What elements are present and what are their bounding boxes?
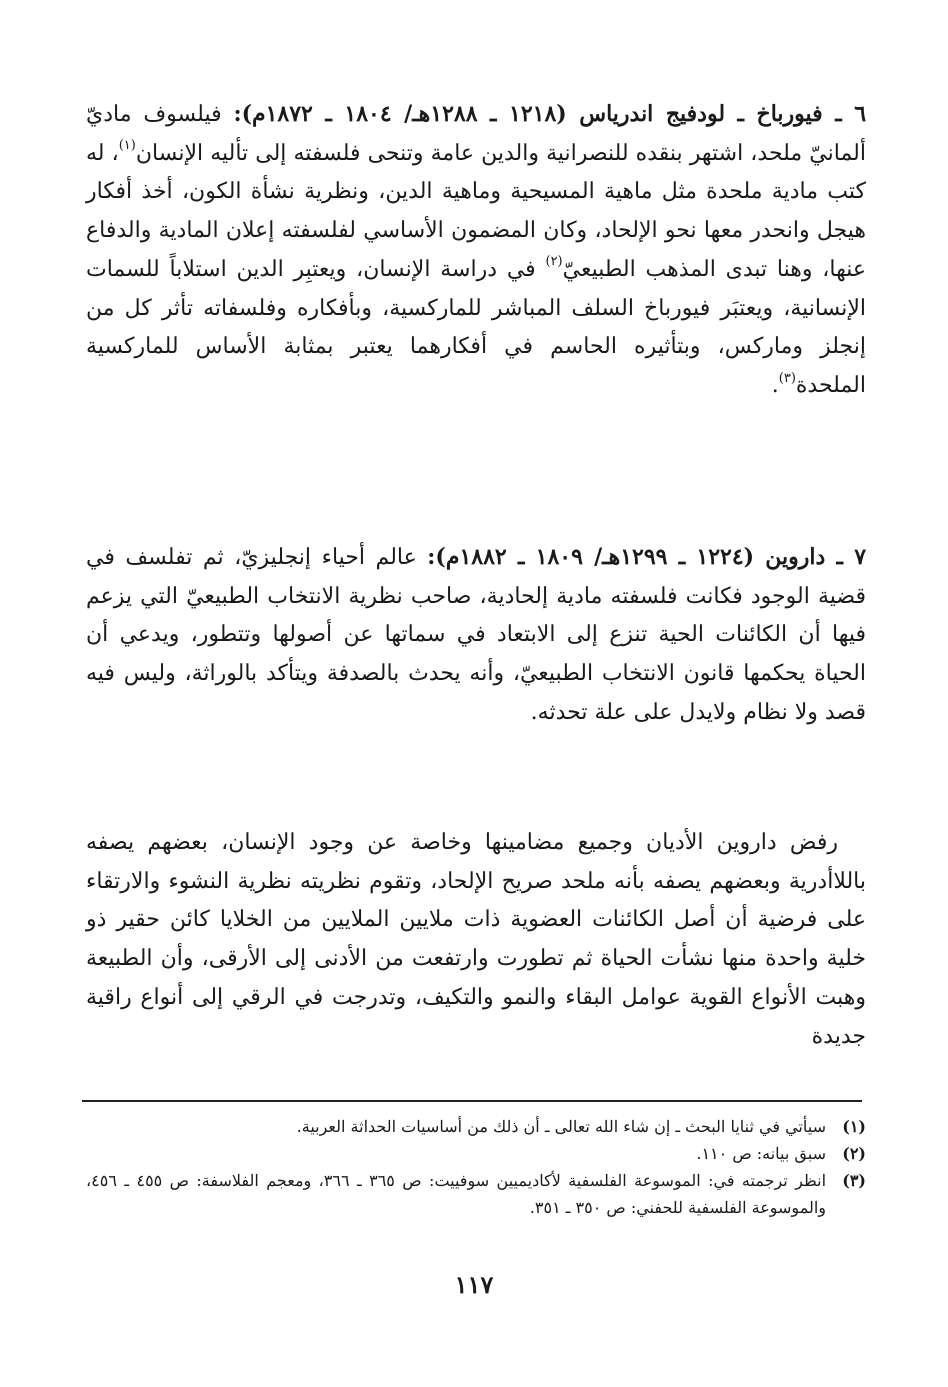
footnote-text: انظر ترجمته في: الموسوعة الفلسفية لأكاديميين سوفييت: ص ٣٦٥ ـ ٣٦٦، ومعجم الفلاسفة: ص ٤٥٥ ـ ٤٥٦، والموسوعة الفلسفية للحفني: ص ٣٥٠ ـ ٣٥١. xyxy=(86,1171,827,1217)
footnote-number: (٣) xyxy=(842,1171,866,1190)
footnote-text: سيأتي في ثنايا البحث ـ إن شاء الله تعالى ـ أن ذلك من أساسيات الحداثة العربية. xyxy=(296,1117,826,1136)
entry-heading-darwin: ٧ ـ داروين (١٢٢٤ ـ ١٢٩٩هـ/ ١٨٠٩ ـ ١٨٨٢م): xyxy=(427,544,867,570)
footnote-item xyxy=(86,1113,866,1140)
paragraph-feuerbach xyxy=(86,95,866,406)
paragraph-text: رفض داروين الأديان وجميع مضامينها وخاصة عن وجود الإنسان، بعضهم يصفه باللاأدرية وبعضهم يصفه بأنه ملحد صريح الإلحاد، وتقوم نظريته نظرية النشوء والارتقاء على فرضية أن أصل الكائنات العضوية ذات ملايين الملايين من الخلايا كائن حقير ذو خلية واحدة منها نشأت الحياة ثم تطورت وارتفعت من الأدنى إلى الأرقى، وأن الطبيعة وهبت الأنواع القوية عوامل البقاء والنمو والتكيف، وتدرجت في الرقي إلى أنواع راقية جديدة xyxy=(86,830,866,1049)
footnote-number: (٢) xyxy=(842,1144,866,1163)
paragraph-darwin-rejection xyxy=(86,824,866,1056)
page-number: ١١٧ xyxy=(454,1270,494,1299)
footnotes xyxy=(86,1113,866,1221)
footnote-item xyxy=(86,1140,866,1167)
paragraph-text: في دراسة الإنسان، ويعتبِر الدين استلاباً للسمات الإنسانية، ويعتبَر فيورباخ السلف المباشر للماركسية، وبأفكاره وفلسفاته تأثر كل من إنجلز وماركس، وبتأثيره الحاسم في أفكارهما يعتبر بمثابة الأساس للماركسية الملحدة xyxy=(86,256,866,398)
footnote-number: (١) xyxy=(842,1117,866,1136)
paragraph-text: . xyxy=(771,372,779,398)
paragraph-darwin xyxy=(86,538,866,733)
footnote-ref-3: (٣) xyxy=(778,370,796,386)
paragraph-text: ، له كتب مادية ملحدة مثل ماهية المسيحية وماهية الدين، ونظرية نشأة الكون، أخذ أفكار هيجل وانحدر معها نحو الإلحاد، وكان المضمون الأساسي لفلسفته إعلان المادية والدفاع عنها، وهنا تبدى المذهب الطبيعيّ xyxy=(86,140,867,282)
paragraph-text: عالم أحياء إنجليزيّ، ثم تفلسف في قضية الوجود فكانت فلسفته مادية إلحادية، صاحب نظرية الانتخاب الطبيعيّ التي يزعم فيها أن الكائنات الحية تنزع إلى الابتعاد في سماتها عن أصولها وتتطور، ويدعي أن الحياة يحكمها قانون الانتخاب الطبيعيّ، وأنه يحدث بالصدفة ويتأكد بالوراثة، وليس فيه قصد ولا نظام ولايدل على علة تحدثه. xyxy=(86,545,866,725)
footnote-text: سبق بيانه: ص ١١٠. xyxy=(696,1144,826,1163)
paragraph-text: فيلسوف ماديّ ألمانيّ ملحد، اشتهر بنقده للنصرانية والدين عامة وتنحى فلسفته إلى تأليه الإنسان xyxy=(86,102,867,166)
footnote-divider xyxy=(82,1100,862,1102)
footnote-ref-2: (٢) xyxy=(545,254,563,270)
footnote-ref-1: (١) xyxy=(118,138,136,154)
entry-heading-feuerbach: ٦ ـ فيورباخ ـ لودفيج اندرياس (١٢١٨ ـ ١٢٨٨هـ/ ١٨٠٤ ـ ١٨٧٢م): xyxy=(233,101,867,127)
footnote-item xyxy=(86,1167,866,1221)
